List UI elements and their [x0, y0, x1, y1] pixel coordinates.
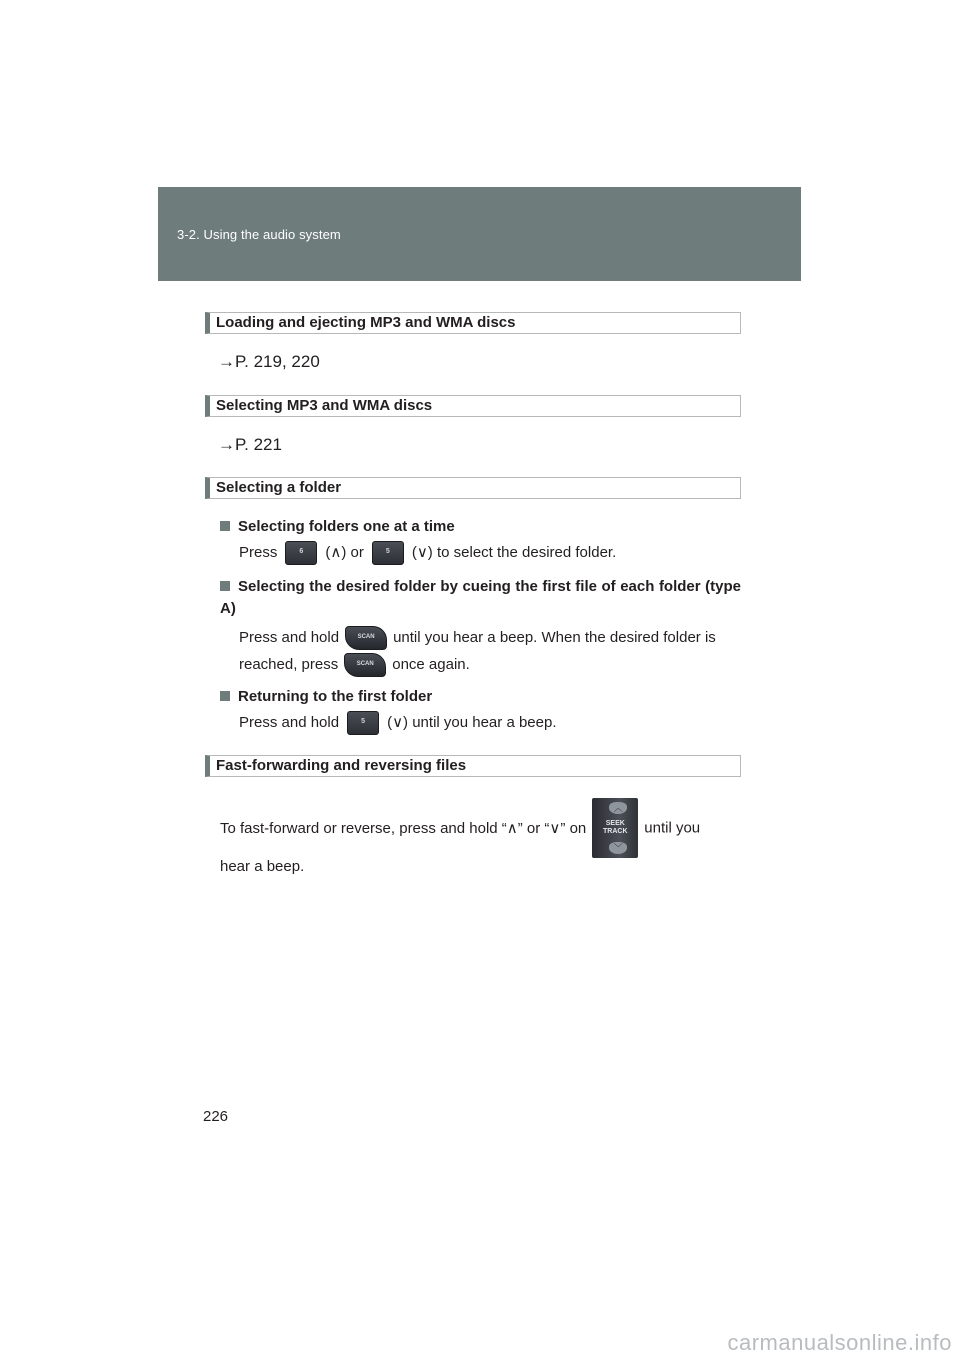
scan-button-icon: SCAN — [345, 626, 387, 650]
fast-forward-instruction-cont: hear a beep. — [220, 858, 305, 875]
subheading-folders-one-at-a-time: Selecting folders one at a time — [220, 518, 455, 535]
section-heading-fast-forward: Fast-forwarding and reversing files — [205, 755, 741, 777]
fast-forward-instruction: To fast-forward or reverse, press and hold “∧” or “∨” on ︿ SEEK TRACK ﹀ until you — [220, 798, 700, 858]
subheading-cueing-folder: Selecting the desired folder by cueing the first file of each folder (type A) — [220, 578, 741, 617]
bullet-square-icon — [220, 521, 230, 531]
preset-5-button-icon: 5 — [347, 711, 379, 735]
chapter-header — [158, 187, 801, 281]
preset-6-button-icon: 6 — [285, 541, 317, 565]
instruction-line-press-scan-again: reached, press SCAN once again. — [239, 653, 470, 677]
seek-track-button-icon: ︿ SEEK TRACK ﹀ — [592, 798, 638, 858]
scan-button-icon: SCAN — [344, 653, 386, 677]
bullet-square-icon — [220, 581, 230, 591]
watermark: carmanualsonline.info — [727, 1330, 952, 1355]
preset-5-button-icon: 5 — [372, 541, 404, 565]
section-heading-selecting-discs: Selecting MP3 and WMA discs — [205, 395, 741, 417]
instruction-line-select-folder: Press 6 (∧) or 5 (∨) to select the desired folder. — [239, 541, 616, 565]
page-reference-selecting-discs: →P. 221 — [218, 435, 282, 454]
page-number: 226 — [203, 1108, 229, 1125]
subheading-returning-first-folder: Returning to the first folder — [220, 688, 432, 705]
seek-down-arrow-icon: ﹀ — [609, 842, 627, 854]
seek-up-arrow-icon: ︿ — [609, 802, 627, 814]
section-heading-selecting-folder: Selecting a folder — [205, 477, 741, 499]
section-heading-loading: Loading and ejecting MP3 and WMA discs — [205, 312, 741, 334]
chapter-title: 3-2. Using the audio system — [177, 227, 341, 242]
page-reference-loading: →P. 219, 220 — [218, 352, 320, 371]
bullet-square-icon — [220, 691, 230, 701]
instruction-line-return-first: Press and hold 5 (∨) until you hear a beep. — [239, 711, 557, 735]
instruction-line-press-hold-scan: Press and hold SCAN until you hear a beep. When the desired folder is — [239, 626, 716, 650]
